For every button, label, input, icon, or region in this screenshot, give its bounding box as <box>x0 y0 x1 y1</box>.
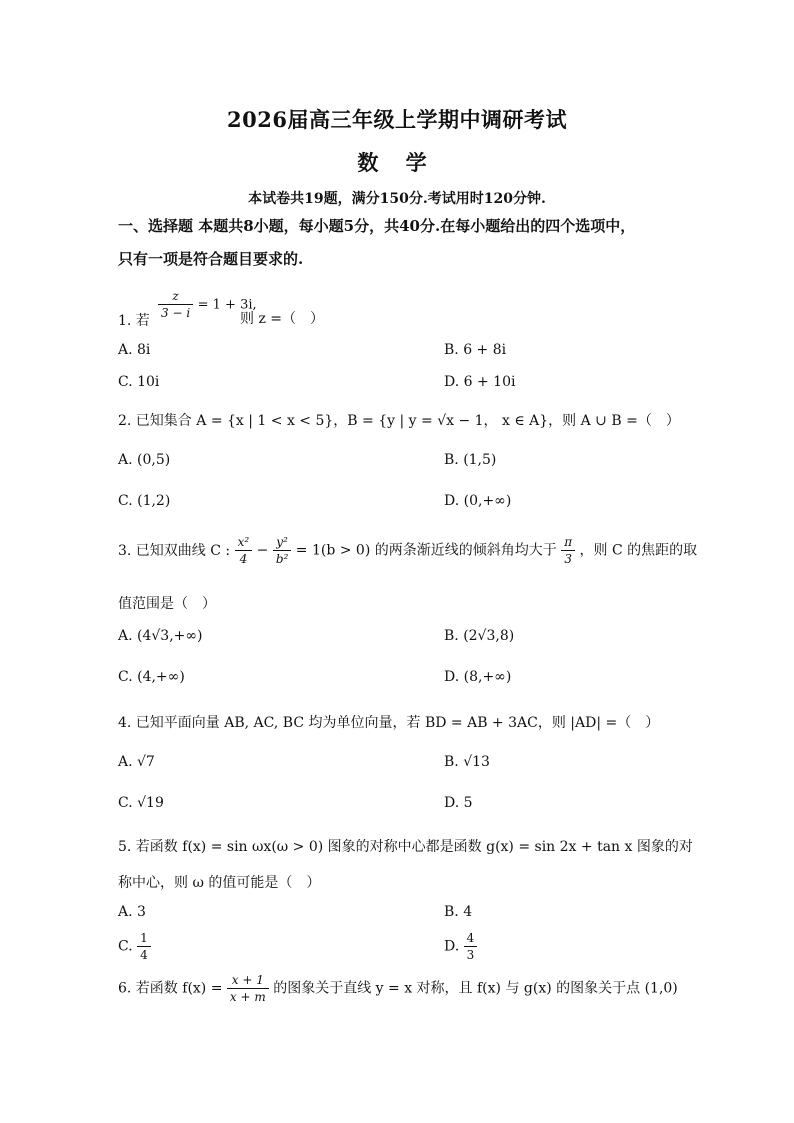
q3-option-c[interactable]: C. (4,+∞) <box>118 669 185 685</box>
question-5-line2: 称中心，则 ω 的值可能是（ ） <box>118 875 321 891</box>
q4-option-d[interactable]: D. 5 <box>444 795 473 811</box>
question-2: 2. 已知集合 A = {x | 1 < x < 5}，B = {y | y = √x − 1， x ∈ A}，则 A ∪ B =（ ） <box>118 413 680 429</box>
exam-title: 2026届高三年级上学期中调研考试 <box>227 107 567 132</box>
q1-option-b[interactable]: B. 6 + 8i <box>444 342 507 358</box>
question-6: 6. 若函数 f(x) = $\frac{x + 1}{x + m}$ 的图象关于直线 y = x 对称，且 f(x) 与 g(x) 的图象关于点 (1,0) <box>118 973 678 1004</box>
question-3-line2: 值范围是（ ） <box>118 596 216 612</box>
q5-option-d[interactable]: D. $\frac{4}{3}$ <box>444 930 477 963</box>
question-1-tail: 则 z =（ ） <box>240 311 325 327</box>
q3-option-a[interactable]: A. (4√3,+∞) <box>118 628 203 644</box>
q3-option-b[interactable]: B. (2√3,8) <box>444 628 515 644</box>
question-1-fraction: $\frac{z}{3 - i}$ <box>158 288 193 321</box>
question-1-lead: 1. 若 <box>118 313 150 329</box>
q4-option-c[interactable]: C. √19 <box>118 795 164 811</box>
question-5-line1: 5. 若函数 f(x) = sin ωx(ω > 0) 图象的对称中心都是函数 g(x) = sin 2x + tan x 图象的对 <box>118 839 693 855</box>
q2-option-d[interactable]: D. (0,+∞) <box>444 493 512 509</box>
q5-option-c[interactable]: C. $\frac{1}{4}$ <box>118 930 151 963</box>
q2-option-c[interactable]: C. (1,2) <box>118 493 171 509</box>
q1-option-a[interactable]: A. 8i <box>118 342 151 358</box>
exam-note: 本试卷共19题，满分150分.考试用时120分钟. <box>248 191 546 207</box>
question-3: 3. 已知双曲线 C : $\frac{\text{x²}}{4}$ − $\frac{\text{y²}}{\text{b²}}$ = 1(b > 0) 的两条渐近线的倾斜角均大于 $\frac{\pi}{3}$ ，则 C 的焦距的取 <box>118 535 698 566</box>
q5-option-b[interactable]: B. 4 <box>444 904 473 920</box>
exam-subject: 数 学 <box>357 150 437 175</box>
q3-option-d[interactable]: D. (8,+∞) <box>444 669 512 685</box>
question-4: 4. 已知平面向量 AB, AC, BC 均为单位向量，若 BD = AB + 3AC，则 |AD| =（ ） <box>118 715 660 731</box>
question-3-fraction-pi: $\frac{\pi}{3}$ <box>561 534 575 567</box>
q2-option-a[interactable]: A. (0,5) <box>118 452 171 468</box>
q4-option-b[interactable]: B. √13 <box>444 754 490 770</box>
question-6-fraction: $\frac{x + 1}{x + m}$ <box>227 972 269 1005</box>
section-heading-line2: 只有一项是符合题目要求的. <box>118 250 304 268</box>
question-1-equation: $\frac{z}{3 - i}$ = 1 + 3i, <box>158 288 257 321</box>
q1-option-d[interactable]: D. 6 + 10i <box>444 374 516 390</box>
q1-option-c[interactable]: C. 10i <box>118 374 160 390</box>
q5-option-d-fraction: $\frac{4}{3}$ <box>464 930 478 963</box>
section-heading-line1: 一、选择题 本题共8小题，每小题5分，共40分.在每小题给出的四个选项中， <box>118 217 636 235</box>
question-3-fraction-y: $\frac{\text{y²}}{\text{b²}}$ <box>273 534 292 567</box>
section-heading <box>118 210 683 276</box>
q5-option-a[interactable]: A. 3 <box>118 904 146 920</box>
question-1 <box>118 288 698 334</box>
q2-option-b[interactable]: B. (1,5) <box>444 452 497 468</box>
q4-option-a[interactable]: A. √7 <box>118 754 155 770</box>
question-3-fraction-x: $\frac{\text{x²}}{4}$ <box>235 534 253 567</box>
q5-option-c-fraction: $\frac{1}{4}$ <box>137 930 151 963</box>
